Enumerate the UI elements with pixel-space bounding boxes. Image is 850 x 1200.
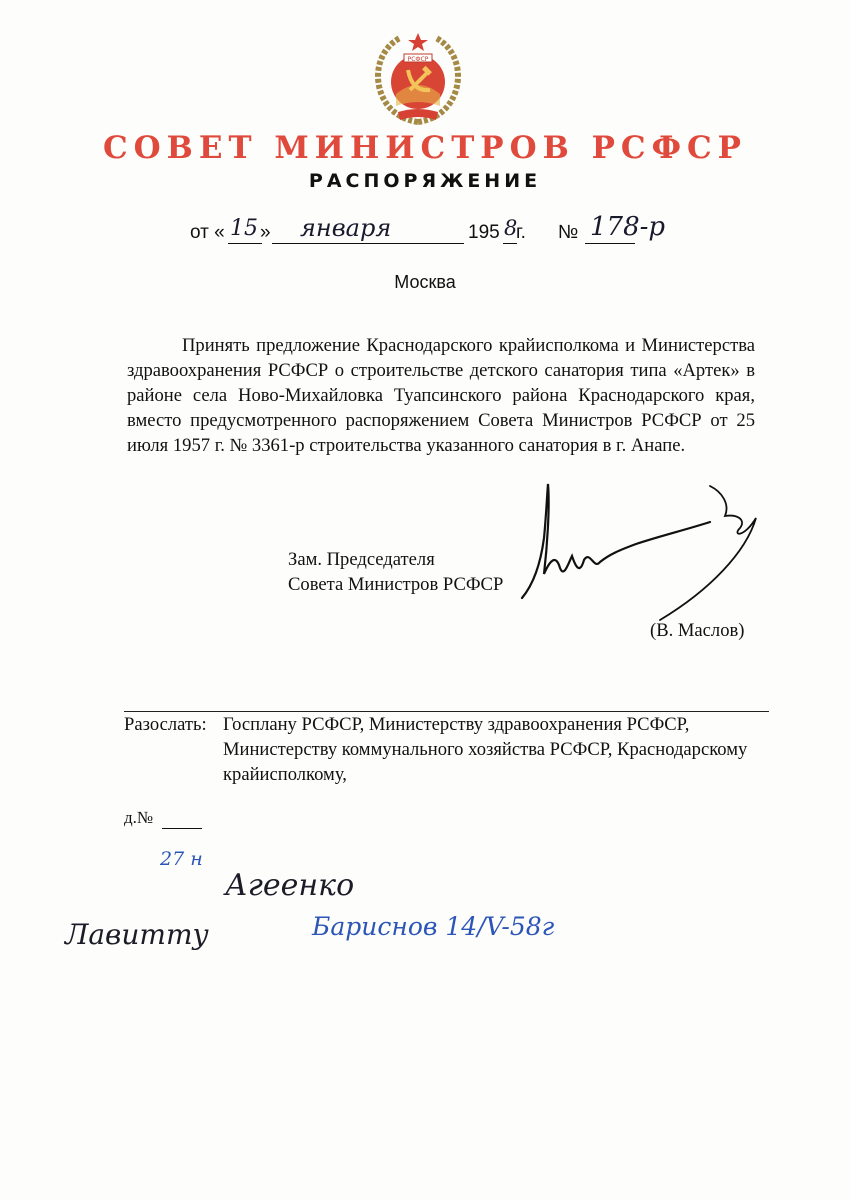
date-month: января [300, 214, 392, 242]
handwritten-note-ageenko: Агеенко [225, 868, 355, 903]
signer-name: (В. Маслов) [650, 620, 745, 641]
date-prefix: от « [190, 222, 225, 243]
svg-text:РСФСР: РСФСР [407, 56, 429, 63]
signer-title-line2: Совета Министров РСФСР [288, 574, 504, 595]
rsfsr-emblem-icon [370, 30, 466, 128]
case-number-label: д.№ [124, 808, 154, 827]
signer-title [288, 547, 503, 597]
handwritten-note-barisnov: Бариснов 14/V-58г [312, 912, 555, 941]
order-number: 178-р [590, 212, 666, 242]
date-year-unit: г. [516, 222, 526, 243]
distribution-recipients: Госплану РСФСР, Министерству здравоохранения РСФСР, Министерству коммунального хозяйства РСФСР, Краснодарскому крайисполкому, [223, 714, 748, 785]
order-body-text: Принять предложение Краснодарского крайисполкома и Министерства здравоохранения РСФСР о строительстве детского санатория типа «Артек» в районе села Ново-Михайловка Туапсинского района Краснодарского края, вместо предусмотренного распоряжением Совета Министров РСФСР от 25 июля 1957 г. № 3361-р строительства указанного санатория в г. Анапе. [127, 335, 755, 456]
number-label: № [558, 222, 579, 243]
date-year-prefix: 195 [468, 222, 500, 243]
handwritten-note-lavittu: Лавитту [65, 918, 209, 951]
distribution-label: Разослать: [124, 714, 207, 735]
day-underline [228, 243, 262, 244]
city: Москва [394, 272, 456, 292]
year-underline [503, 243, 517, 244]
case-number-blank [162, 828, 202, 829]
number-underline [585, 243, 635, 244]
date-quote-close: » [260, 222, 271, 243]
council-heading: СОВЕТ МИНИСТРОВ РСФСР [103, 130, 747, 166]
document-type-heading: РАСПОРЯЖЕНИЕ [308, 170, 542, 192]
handwritten-note-27n: 27 н [160, 848, 203, 870]
date-year-suffix: 8 [504, 216, 518, 240]
date-day: 15 [230, 216, 258, 241]
handwritten-signature [520, 478, 765, 628]
month-underline [272, 243, 464, 244]
signer-title-line1: Зам. Председателя [288, 549, 435, 570]
date-line [0, 210, 850, 250]
